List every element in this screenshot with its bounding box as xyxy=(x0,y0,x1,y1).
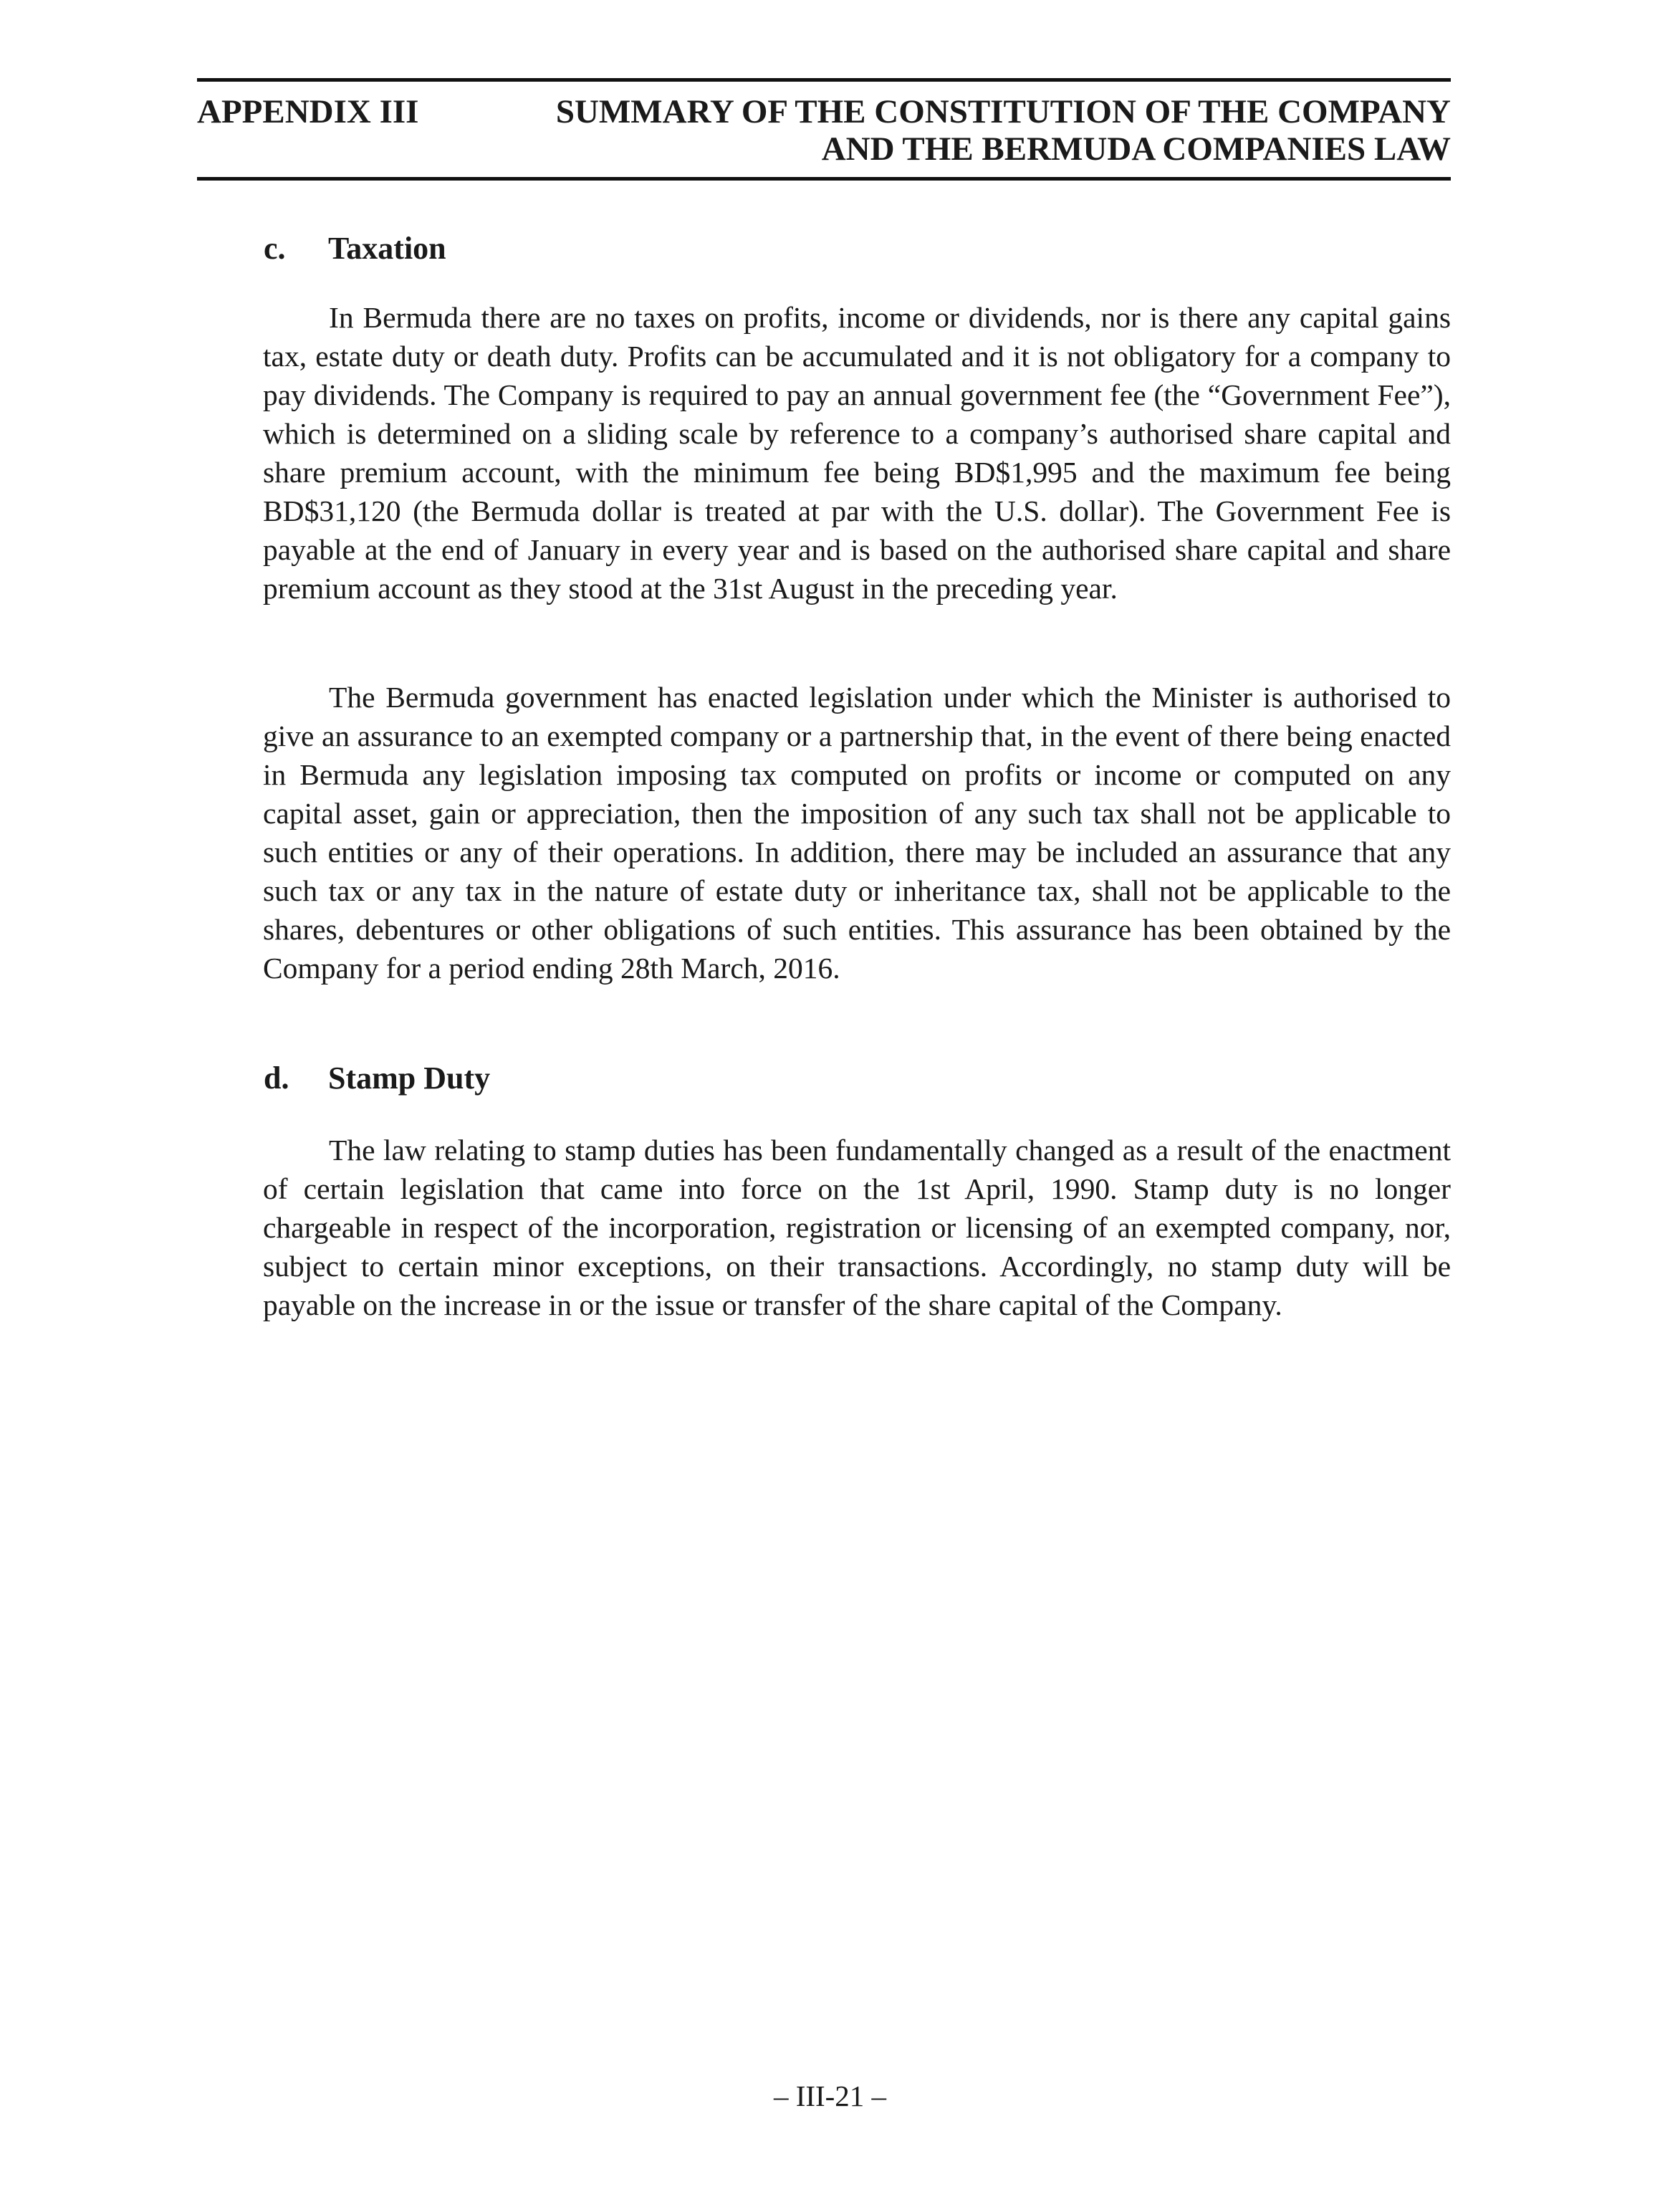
section-title: Taxation xyxy=(328,231,446,266)
page-number: – III-21 – xyxy=(773,2079,887,2112)
header-title-line-1: SUMMARY OF THE CONSTITUTION OF THE COMPANY xyxy=(555,93,1451,130)
section-heading-taxation xyxy=(264,231,446,267)
section-letter: d. xyxy=(264,1060,289,1096)
header-top-rule xyxy=(197,78,1451,82)
page-header-title xyxy=(502,93,1451,168)
taxation-paragraph-1: In Bermuda there are no taxes on profits, income or dividends, nor is there any capital gains tax, estate duty or death duty. Profits can be accumulated and it is not obligatory for a company to pay dividends. The Company is required to pay an annual government fee (the “Government Fee”), which is determined on a sliding scale by reference to a company’s authorised share capital and share premium account, with the minimum fee being BD$1,995 and the maximum fee being BD$31,120 (the Bermuda dollar is treated at par with the U.S. dollar). The Government Fee is payable at the end of January in every year and is based on the authorised share capital and share premium account as they stood at the 31st August in the preceding year. xyxy=(263,301,1451,605)
section-title: Stamp Duty xyxy=(328,1060,491,1096)
header-bottom-rule xyxy=(197,177,1451,181)
header-title-line-2: AND THE BERMUDA COMPANIES LAW xyxy=(821,130,1451,168)
appendix-label: APPENDIX III xyxy=(197,93,419,130)
stamp-duty-paragraph-1: The law relating to stamp duties has been fundamentally changed as a result of the enactment of certain legislation that came into force on the 1st April, 1990. Stamp duty is no longer chargeable in respect of the incorporation, registration or licensing of an exempted company, nor, subject to certain minor exceptions, on their transactions. Accordingly, no stamp duty will be payable on the increase in or the issue or transfer of the share capital of the Company. xyxy=(263,1134,1451,1321)
section-heading-stamp-duty xyxy=(264,1060,490,1096)
taxation-paragraph-2: The Bermuda government has enacted legislation under which the Minister is authorised to give an assurance to an exempted company or a partnership that, in the event of there being enacted in Bermuda any legislation imposing tax computed on profits or income or computed on any capital asset, gain or appreciation, then the imposition of any such tax shall not be applicable to such entities or any of their operations. In addition, there may be included an assurance that any such tax or any tax in the nature of estate duty or inheritance tax, shall not be applicable to the shares, debentures or other obligations of such entities. This assurance has been obtained by the Company for a period ending 28th March, 2016. xyxy=(263,681,1451,985)
section-letter: c. xyxy=(264,231,286,266)
